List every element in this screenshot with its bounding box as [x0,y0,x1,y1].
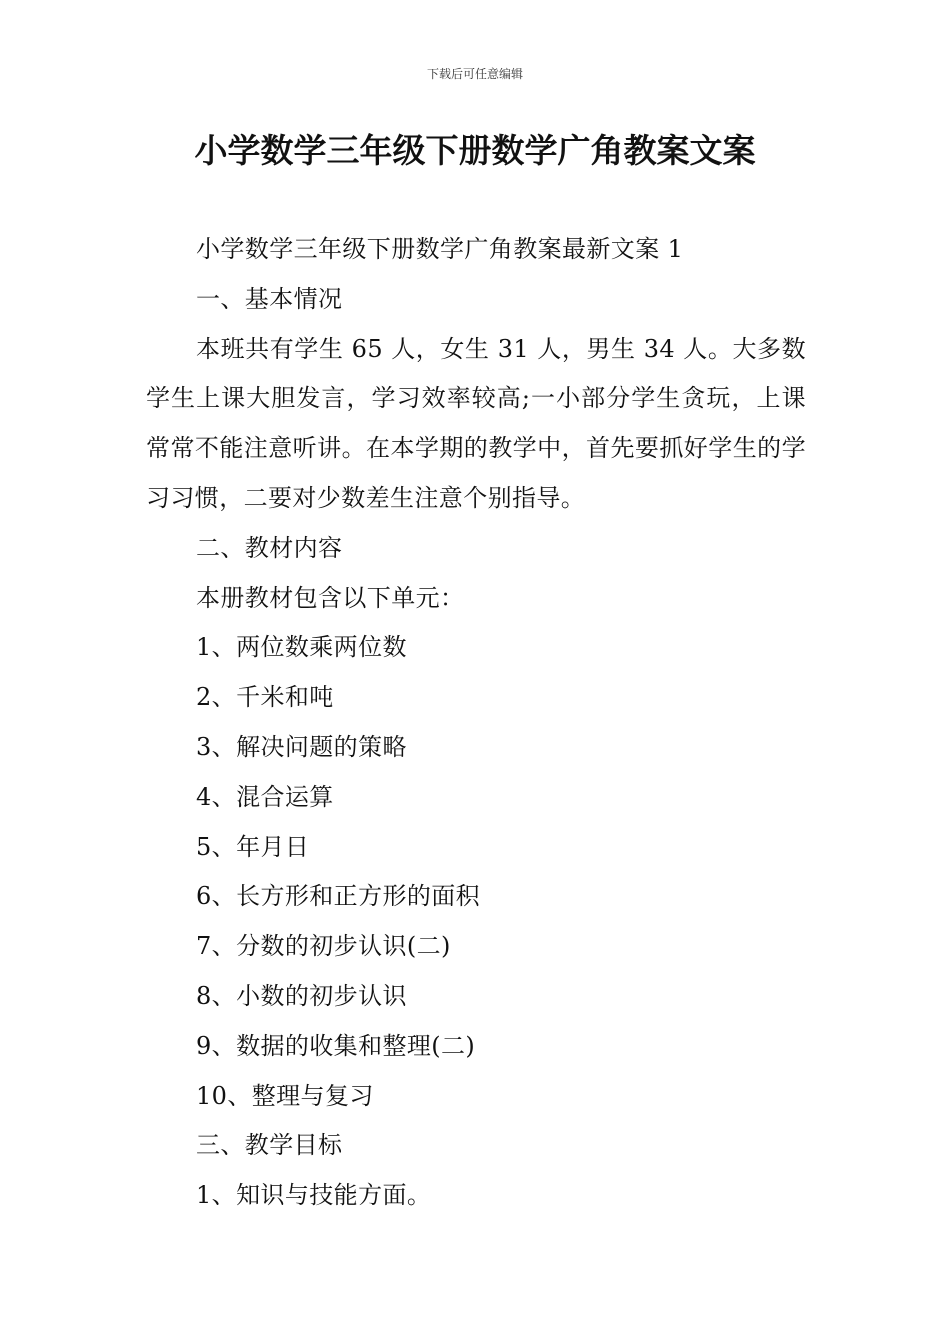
header-note: 下载后可任意编辑 [426,67,523,81]
paragraph-units-intro: 本册教材包含以下单元： [196,583,465,612]
list-item-unit-5: 5、年月日 [196,832,310,861]
list-item-unit-7: 7、分数的初步认识(二) [196,932,451,961]
document-title: 小学数学三年级下册数学广角教案文案 [194,131,756,170]
section-heading-content: 二、教材内容 [196,533,343,562]
list-item-unit-8: 8、小数的初步认识 [196,981,407,1010]
list-item-unit-10: 10、整理与复习 [196,1081,374,1110]
paragraph-subtitle: 小学数学三年级下册数学广角教案最新文案 1 [196,235,684,263]
list-item-unit-3: 3、解决问题的策略 [196,732,407,761]
list-item-unit-2: 2、千米和吨 [196,683,334,712]
list-item-unit-9: 9、数据的收集和整理(二) [196,1031,476,1060]
section-heading-goals: 三、教学目标 [196,1131,343,1160]
document-body [146,225,806,1221]
paragraph-class-info: 本班共有学生 65 人，女生 31 人，男生 34 人。大多数学生上课大胆发言，学习效率较高;一小部分学生贪玩，上课常常不能注意听讲。在本学期的教学中，首先要抓好学生的学习习惯，二要对少数差生注意个别指导。 [146,334,806,512]
list-item-unit-6: 6、长方形和正方形的面积 [196,882,481,911]
paragraph-knowledge-skills: 1、知识与技能方面。 [196,1181,432,1210]
list-item-unit-1: 1、两位数乘两位数 [196,633,407,662]
list-item-unit-4: 4、混合运算 [196,782,334,811]
section-heading-basic-info: 一、基本情况 [196,284,343,313]
